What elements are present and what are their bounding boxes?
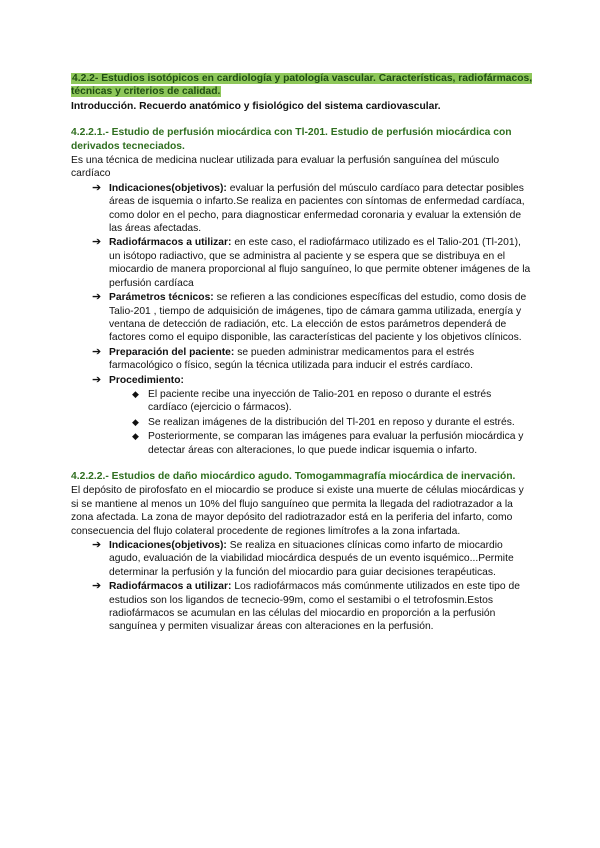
list-item — [92, 182, 533, 236]
item-text: se pueden administrar medicamentos para el estrés farmacológico o físico, según la técnica utilizada para inducir el estrés cardíaco. — [109, 346, 475, 372]
item-text: en este caso, el radiofármaco utilizado es el Talio-201 (Tl-201), un isótopo radiactivo, que se administra al paciente y se espera que se distribuya en el miocardio de manera proporcional al flujo sanguíneo, lo que permite obtener imágenes de la perfusión cardíaca — [109, 237, 531, 289]
item-text: evaluar la perfusión del músculo cardíaco para detectar posibles áreas de isquemia o infarto.Se realiza en pacientes con síntomas de enfermedad cardíaca, como dolor en el pecho, para diagnosticar enfermedad coronaria y evaluar la extensión de las áreas afectadas. — [109, 182, 525, 235]
procedure-step-text: Se realizan imágenes de la distribución del Tl-201 en reposo y durante el estrés. — [148, 416, 515, 428]
item-label: Radiofármacos a utilizar: — [109, 581, 232, 593]
subsection-title-1: 4.2.2.1.- Estudio de perfusión miocárdica con Tl-201. Estudio de perfusión miocárdica con derivados tecneciados. — [71, 127, 512, 152]
arrow-icon: ➔ — [92, 539, 102, 551]
subsection-2-list — [71, 539, 533, 634]
subsection-1-intro: Es una técnica de medicina nuclear utilizada para evaluar la perfusión sanguínea del músculo cardíaco — [71, 155, 500, 180]
item-label: Parámetros técnicos: — [109, 292, 214, 304]
document-page — [71, 72, 533, 634]
item-text: Se realiza en situaciones clínicas como infarto de miocardio agudo, evaluación de la viabilidad miocárdica después de un evento isquémico...Permite determinar la perfusión y la función del miocardio para guiar decisiones terapéuticas. — [109, 540, 514, 578]
procedure-step-text: El paciente recibe una inyección de Talio-201 en reposo o durante el estrés cardíaco (ejercicio o fármacos). — [148, 388, 492, 414]
diamond-icon: ◆ — [132, 416, 139, 427]
arrow-icon: ➔ — [92, 181, 102, 194]
procedure-list — [109, 388, 533, 457]
intro-heading: Introducción. Recuerdo anatómico y fisiológico del sistema cardiovascular. — [71, 100, 441, 112]
arrow-icon: ➔ — [92, 291, 102, 304]
item-label: Procedimiento: — [109, 374, 184, 386]
subsection-title-2: 4.2.2.2.- Estudios de daño miocárdico agudo. Tomogammagrafía miocárdica de inervación. — [71, 470, 516, 482]
diamond-icon: ◆ — [132, 431, 139, 442]
diamond-icon: ◆ — [132, 388, 139, 399]
list-item — [92, 236, 533, 290]
arrow-icon: ➔ — [92, 236, 102, 249]
subsection-1-list — [71, 182, 533, 457]
list-item — [92, 580, 533, 634]
list-item — [92, 346, 533, 373]
procedure-step — [131, 430, 533, 457]
list-item — [92, 291, 533, 345]
arrow-icon: ➔ — [92, 373, 102, 386]
arrow-icon: ➔ — [92, 345, 102, 358]
procedure-step-text: Posteriormente, se comparan las imágenes para evaluar la perfusión miocárdica y detectar áreas con alteraciones, lo que puede indicar isquemia o infarto. — [148, 431, 524, 456]
item-text: se refieren a las condiciones específicas del estudio, como dosis de Talio-201 , tiempo de adquisición de imágenes, tipo de cámara gamma utilizada, energía y ventana de detección de radiación, etc. La elección de estos parámetros dependerá de factores como el equipo disponible, las características del paciente y los objetivos clínicos. — [109, 292, 527, 344]
section-title-highlight: 4.2.2- Estudios isotópicos en cardiología y patología vascular. Características, radiofármacos, técnicas y criterios de calidad. — [71, 73, 533, 98]
item-label: Indicaciones(objetivos): — [109, 182, 227, 194]
arrow-icon: ➔ — [92, 580, 102, 593]
item-label: Preparación del paciente: — [109, 346, 235, 358]
procedure-step — [131, 416, 533, 429]
list-item — [92, 539, 533, 579]
list-item — [92, 374, 533, 457]
subsection-2-intro: El depósito de pirofosfato en el miocardio se produce si existe una muerte de células miocárdicas y si se mantiene al menos un 10% del flujo sanguíneo que permita la llegada del radiotrazador a la zona afectada. La zona de mayor depósito del radiotrazador está en la periferia del infarto, como consecuencia del flujo colateral procedente de regiones limítrofes a la zona infartada. — [71, 485, 524, 537]
procedure-step — [131, 388, 533, 415]
item-label: Radiofármacos a utilizar: — [109, 237, 232, 249]
section-title — [71, 72, 533, 99]
item-text: Los radiofármacos más comúnmente utilizados en este tipo de estudios son los ligandos de tecnecio-99m, como el sestamibi o el tetrofosmin.Estos radiofármacos se acumulan en las células del miocardio en proporción a la perfusión sanguínea y permiten visualizar áreas con alteraciones en la perfusión. — [109, 581, 520, 633]
item-label: Indicaciones(objetivos): — [109, 540, 227, 551]
